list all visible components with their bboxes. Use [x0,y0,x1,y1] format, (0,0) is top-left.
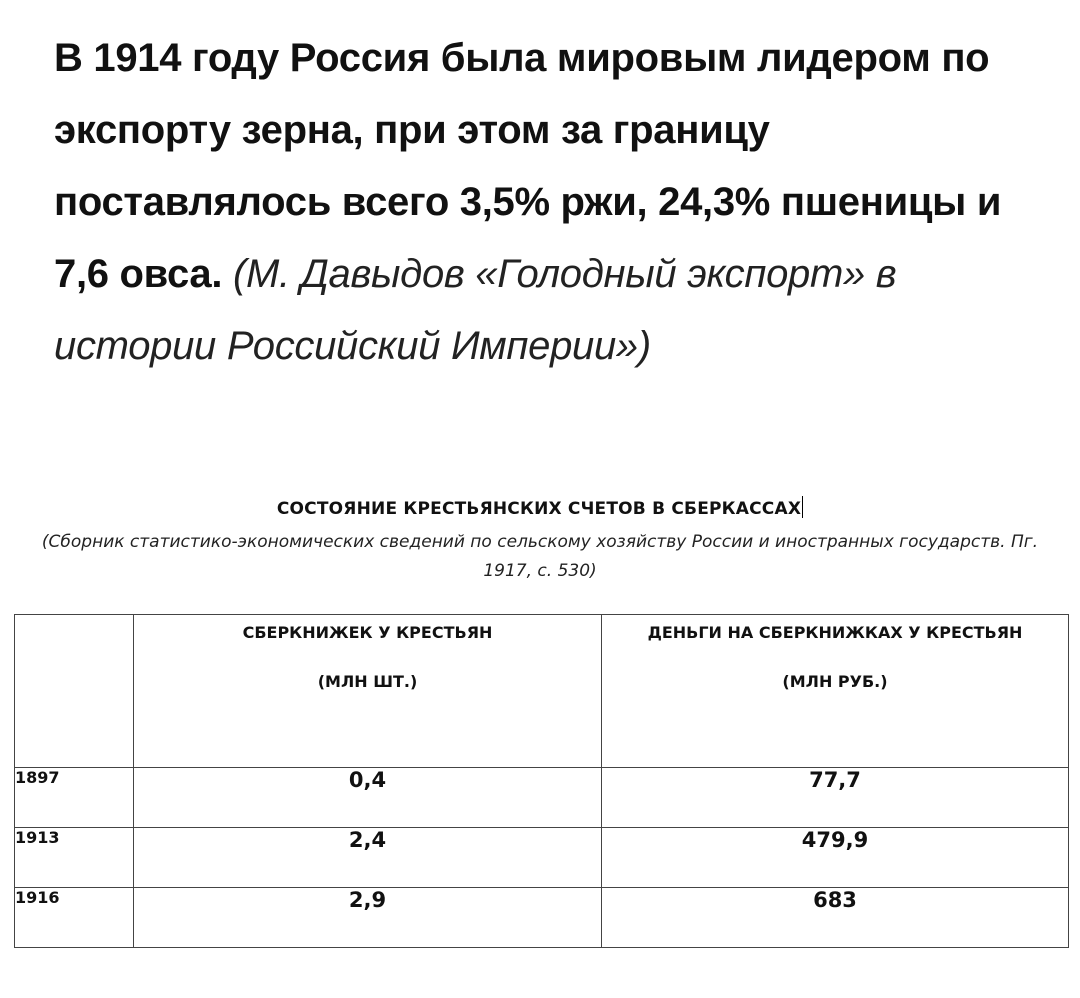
header-books [134,615,602,768]
intro-paragraph [54,22,1054,382]
header-money-name: ДЕНЬГИ НА СБЕРКНИЖКАХ У КРЕСТЬЯН [647,623,1023,642]
table-row [15,828,1069,888]
row-year: 1913 [15,828,134,888]
row-money: 683 [602,888,1069,948]
header-year-cell [15,615,134,768]
row-books: 0,4 [134,768,602,828]
intro-bold-text: В 1914 году Россия была мировым лидером по экспорту зерна, при этом за границу поставлялось всего 3,5% ржи, 24,3% пшеницы и 7,6 овса. [54,36,1002,296]
savings-table [14,614,1069,948]
header-books-name: СБЕРКНИЖЕК У КРЕСТЬЯН [242,623,493,642]
header-books-unit: (МЛН ШТ.) [317,672,418,691]
header-money-unit: (МЛН РУБ.) [782,672,888,691]
table-row [15,888,1069,948]
table-title: СОСТОЯНИЕ КРЕСТЬЯНСКИХ СЧЕТОВ В СБЕРКАССАХ [276,499,802,519]
table-source: (Сборник статистико-экономических сведений по сельскому хозяйству России и иностранных государств. Пг. 1917, с. 530) [41,532,1039,581]
row-money: 479,9 [602,828,1069,888]
row-books: 2,4 [134,828,602,888]
table-row [15,768,1069,828]
intro-citation: (М. Давыдов «Голодный экспорт» в истории Российский Империи») [54,252,897,368]
row-money: 77,7 [602,768,1069,828]
row-books: 2,9 [134,888,602,948]
row-year: 1916 [15,888,134,948]
row-year: 1897 [15,768,134,828]
table-header-row [15,615,1069,768]
table-title-block [0,496,1080,519]
header-money [602,615,1069,768]
text-cursor [802,496,803,518]
